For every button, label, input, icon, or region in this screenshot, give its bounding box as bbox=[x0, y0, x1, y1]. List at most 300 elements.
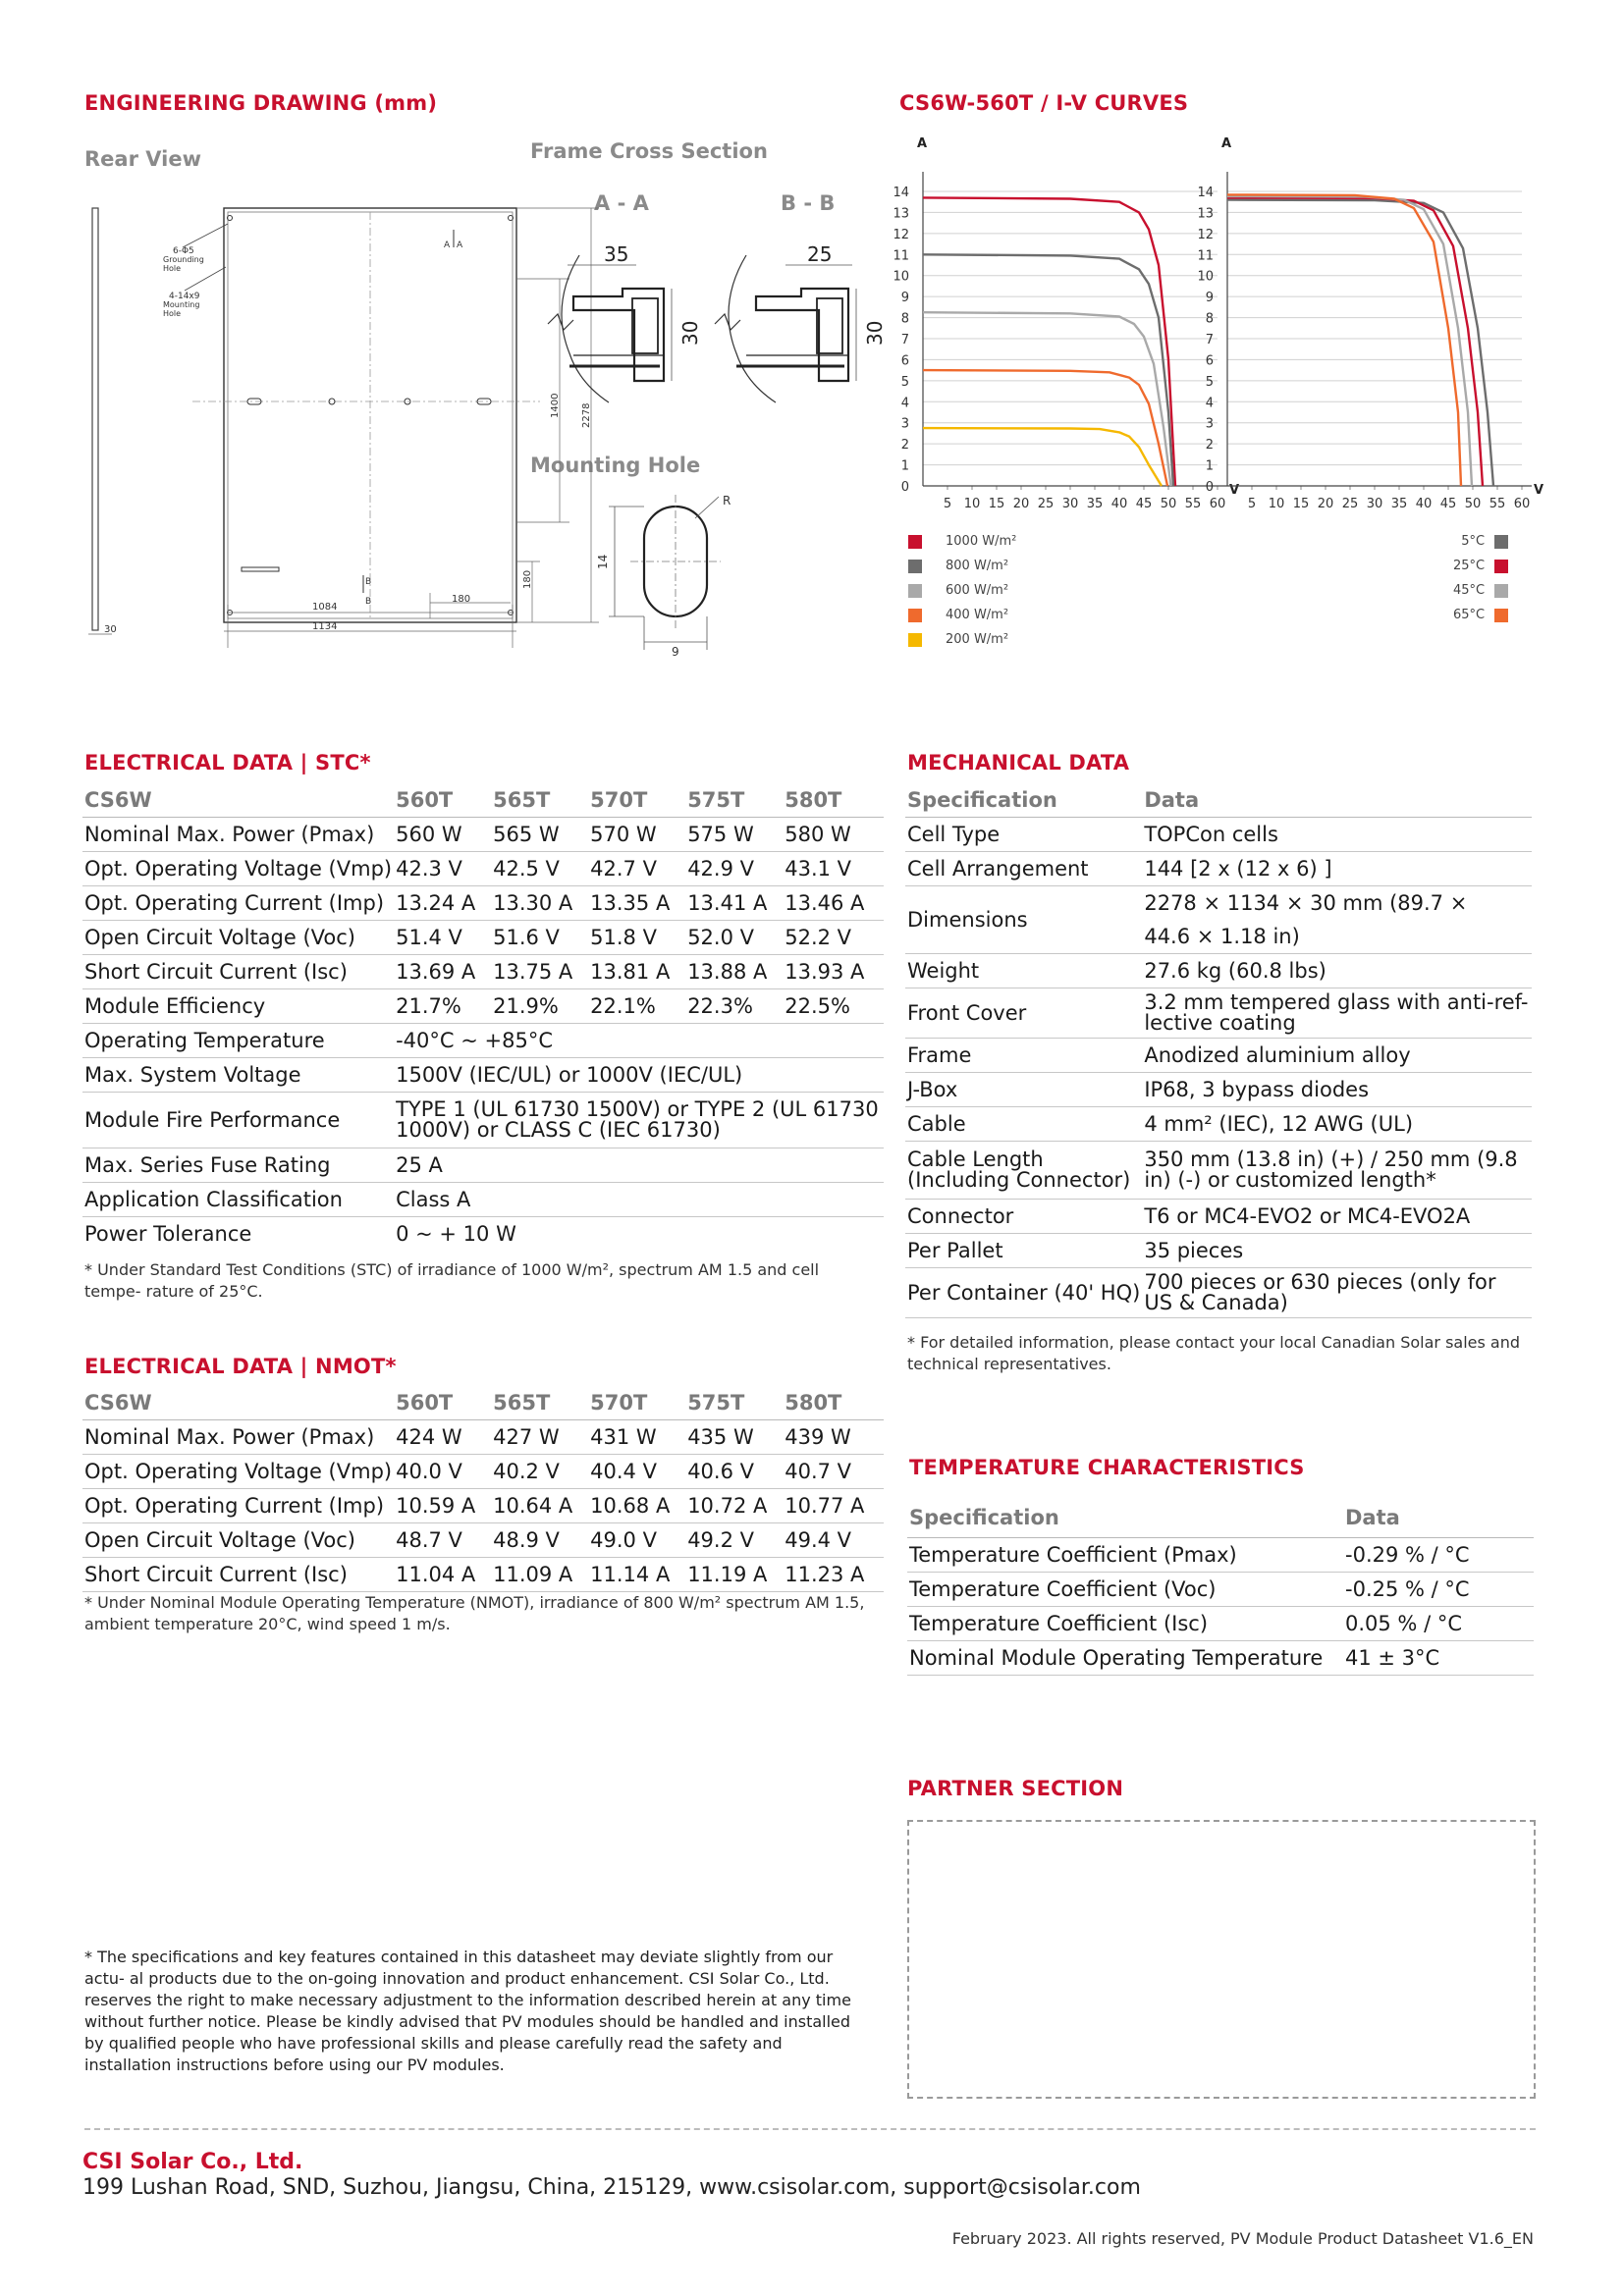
cell: TYPE 1 (UL 61730 1500V) or TYPE 2 (UL 61730 1000V) or CLASS C (IEC 61730) bbox=[394, 1093, 884, 1148]
legend-swatch bbox=[908, 633, 922, 647]
iv-legend-right bbox=[1453, 529, 1508, 627]
cell: 42.9 V bbox=[685, 852, 783, 886]
row-label: Front Cover bbox=[905, 988, 1142, 1039]
col-header: Specification bbox=[907, 1498, 1343, 1538]
mech-title: MECHANICAL DATA bbox=[907, 751, 1130, 774]
cell: 51.8 V bbox=[588, 921, 685, 955]
legend-swatch bbox=[1494, 584, 1508, 598]
col-header: 565T bbox=[491, 783, 588, 818]
cell: 21.9% bbox=[491, 989, 588, 1024]
row-label: Nominal Max. Power (Pmax) bbox=[82, 818, 394, 852]
row-label: J-Box bbox=[905, 1073, 1142, 1107]
row-label: Connector bbox=[905, 1200, 1142, 1234]
row-label: Temperature Coefficient (Voc) bbox=[907, 1573, 1343, 1607]
series-line bbox=[1227, 200, 1493, 486]
table-row bbox=[82, 921, 884, 955]
cell: 575 W bbox=[685, 818, 783, 852]
section-bb-label: B - B bbox=[781, 191, 836, 215]
cell: 27.6 kg (60.8 lbs) bbox=[1142, 954, 1532, 988]
y-tick-label: 8 bbox=[1205, 311, 1214, 327]
table-row bbox=[905, 1142, 1532, 1200]
row-label: Temperature Coefficient (Pmax) bbox=[907, 1538, 1343, 1573]
row-label: Cell Arrangement bbox=[905, 852, 1142, 886]
table-row bbox=[905, 818, 1532, 852]
cell: 431 W bbox=[588, 1420, 685, 1455]
x-tick-label: 40 bbox=[1415, 497, 1433, 511]
x-tick-label: 15 bbox=[1292, 497, 1310, 511]
cell: 40.6 V bbox=[685, 1455, 783, 1489]
elec-stc-title: ELECTRICAL DATA | STC* bbox=[84, 751, 371, 774]
cell: 13.75 A bbox=[491, 955, 588, 989]
cell: 10.68 A bbox=[588, 1489, 685, 1523]
dim-1400: 1400 bbox=[550, 393, 561, 418]
cell: 435 W bbox=[685, 1420, 783, 1455]
cell: IP68, 3 bypass diodes bbox=[1142, 1073, 1532, 1107]
partner-title: PARTNER SECTION bbox=[907, 1777, 1124, 1800]
cell: 49.0 V bbox=[588, 1523, 685, 1558]
row-label: Module Efficiency bbox=[82, 989, 394, 1024]
cell: 0 ~ + 10 W bbox=[396, 1221, 516, 1246]
mech-footnote: * For detailed information, please contact your local Canadian Solar sales and technical representatives. bbox=[907, 1333, 1521, 1373]
legend-label: 1000 W/m² bbox=[946, 534, 1017, 549]
table-header-row bbox=[907, 1498, 1534, 1538]
x-tick-label: 55 bbox=[1184, 497, 1202, 511]
cell: 25 A bbox=[394, 1148, 884, 1183]
cell: T6 or MC4-EVO2 or MC4-EVO2A bbox=[1142, 1200, 1532, 1234]
legend-label: 800 W/m² bbox=[946, 559, 1009, 573]
table-row bbox=[82, 818, 884, 852]
y-tick-label: 13 bbox=[1197, 206, 1214, 222]
table-row bbox=[82, 1420, 884, 1455]
cell: 51.6 V bbox=[491, 921, 588, 955]
x-tick-label: 50 bbox=[1160, 497, 1177, 511]
section-b-mark: B bbox=[365, 577, 372, 587]
y-tick-label: 5 bbox=[1205, 374, 1214, 390]
y-tick-label: 4 bbox=[1205, 396, 1214, 411]
row-label: Short Circuit Current (Isc) bbox=[82, 955, 394, 989]
mech-table bbox=[905, 783, 1532, 1318]
section-a-mark-2: A bbox=[457, 240, 463, 250]
table-row bbox=[82, 1148, 884, 1183]
cell: 22.5% bbox=[783, 989, 884, 1024]
aa-dim-30: 30 bbox=[678, 320, 702, 346]
table-row bbox=[905, 1200, 1532, 1234]
legend-swatch bbox=[1494, 560, 1508, 573]
row-label: Cable bbox=[905, 1107, 1142, 1142]
x-axis-unit: V bbox=[1229, 483, 1240, 498]
disclaimer: * The specifications and key features contained in this datasheet may deviate slightly from our actu- al products due to the on-going innovation and product enhancement. CSI Solar Co., Ltd. reserves the right to make necessary adjustment to the information described herein at any time without further notice. Please be kindly advised that PV modules should be handled and installed by qualified people who have professional skills and please carefully read the safety and installation instructions before using our PV modules. bbox=[84, 1948, 851, 2074]
row-label: Module Fire Performance bbox=[82, 1093, 394, 1148]
y-tick-label: 13 bbox=[893, 206, 909, 222]
legend-swatch bbox=[908, 535, 922, 549]
x-tick-label: 25 bbox=[1341, 497, 1359, 511]
cell: 13.24 A bbox=[394, 886, 491, 921]
x-tick-label: 45 bbox=[1439, 497, 1457, 511]
row-label: Short Circuit Current (Isc) bbox=[82, 1558, 394, 1592]
col-header: 565T bbox=[491, 1386, 588, 1420]
y-tick-label: 10 bbox=[1197, 269, 1214, 285]
table-row bbox=[905, 1107, 1532, 1142]
series-line bbox=[1227, 196, 1472, 486]
row-label: Operating Temperature bbox=[82, 1024, 394, 1058]
col-header: 575T bbox=[685, 783, 783, 818]
row-label: Nominal Module Operating Temperature bbox=[907, 1641, 1343, 1676]
x-tick-label: 60 bbox=[1209, 497, 1226, 511]
cell: 10.64 A bbox=[491, 1489, 588, 1523]
legend-swatch bbox=[1494, 535, 1508, 549]
x-tick-label: 45 bbox=[1135, 497, 1153, 511]
grounding-dim: 6-Φ5 bbox=[173, 246, 194, 256]
footer-company: CSI Solar Co., Ltd. bbox=[82, 2150, 303, 2174]
table-row bbox=[905, 852, 1532, 886]
col-header: 570T bbox=[588, 1386, 685, 1420]
cell: 52.2 V bbox=[783, 921, 884, 955]
legend-swatch bbox=[908, 609, 922, 622]
legend-item-45c bbox=[1453, 578, 1508, 603]
y-tick-label: 11 bbox=[893, 248, 909, 264]
table-row bbox=[82, 1217, 884, 1252]
row-label: Temperature Coefficient (Isc) bbox=[907, 1607, 1343, 1641]
row-label: Opt. Operating Current (Imp) bbox=[82, 1489, 394, 1523]
y-axis-unit: A bbox=[1221, 136, 1232, 151]
iv-curves-chart bbox=[884, 128, 1551, 520]
row-label: Weight bbox=[905, 954, 1142, 988]
elec-nmot-table bbox=[82, 1386, 884, 1592]
col-header: 560T bbox=[394, 1386, 491, 1420]
y-tick-label: 2 bbox=[1205, 438, 1214, 454]
table-row bbox=[82, 989, 884, 1024]
cell: 13.41 A bbox=[685, 886, 783, 921]
cell: 2278 × 1134 × 30 mm (89.7 × 44.6 × 1.18 in) bbox=[1142, 886, 1532, 954]
footer-copyright: February 2023. All rights reserved, PV Module Product Datasheet V1.6_EN bbox=[951, 2229, 1534, 2248]
mounting-hole-label: Mounting Hole bbox=[530, 454, 701, 477]
col-header: 575T bbox=[685, 1386, 783, 1420]
x-tick-label: 35 bbox=[1086, 497, 1104, 511]
cell: 11.14 A bbox=[588, 1558, 685, 1592]
table-row bbox=[907, 1573, 1534, 1607]
cell: 49.2 V bbox=[685, 1523, 783, 1558]
cell: TOPCon cells bbox=[1142, 818, 1532, 852]
y-tick-label: 14 bbox=[893, 186, 909, 200]
cell: 700 pieces or 630 pieces (only for US & Canada) bbox=[1142, 1268, 1532, 1318]
footer-divider bbox=[84, 2128, 1536, 2130]
table-row bbox=[905, 988, 1532, 1039]
rear-view-label: Rear View bbox=[84, 147, 201, 171]
y-tick-label: 3 bbox=[900, 416, 909, 432]
legend-label: 45°C bbox=[1453, 583, 1486, 598]
rear-view-drawing bbox=[79, 196, 592, 648]
dim-2278: 2278 bbox=[581, 402, 592, 428]
table-row bbox=[82, 1183, 884, 1217]
mounting-dim-2: Mounting bbox=[163, 300, 200, 309]
cell: 49.4 V bbox=[783, 1523, 884, 1558]
cell: 13.93 A bbox=[783, 955, 884, 989]
cell: 40.4 V bbox=[588, 1455, 685, 1489]
cell: 11.19 A bbox=[685, 1558, 783, 1592]
x-tick-label: 5 bbox=[1247, 497, 1257, 511]
table-row bbox=[905, 954, 1532, 988]
table-row bbox=[905, 886, 1532, 954]
cell: 439 W bbox=[783, 1420, 884, 1455]
series-line bbox=[1227, 194, 1461, 486]
cell: 52.0 V bbox=[685, 921, 783, 955]
x-tick-label: 50 bbox=[1464, 497, 1482, 511]
temp-title: TEMPERATURE CHARACTERISTICS bbox=[909, 1456, 1305, 1479]
y-tick-label: 2 bbox=[900, 438, 909, 454]
x-tick-label: 10 bbox=[963, 497, 981, 511]
row-label: Per Pallet bbox=[905, 1234, 1142, 1268]
grounding-dim-3: Hole bbox=[163, 264, 182, 273]
table-row bbox=[905, 1073, 1532, 1107]
cell: 51.4 V bbox=[394, 921, 491, 955]
x-tick-label: 20 bbox=[1317, 497, 1334, 511]
table-row bbox=[82, 1523, 884, 1558]
bb-dim-30: 30 bbox=[863, 320, 887, 346]
bb-dim-25: 25 bbox=[807, 242, 833, 266]
cell: 41 ± 3°C bbox=[1343, 1641, 1534, 1676]
legend-item-5c bbox=[1453, 529, 1508, 554]
cell: Anodized aluminium alloy bbox=[1142, 1039, 1532, 1073]
cell: 560 W bbox=[394, 818, 491, 852]
y-tick-label: 10 bbox=[893, 269, 909, 285]
series-line bbox=[1227, 197, 1483, 486]
iv-curves-title: CS6W-560T / I-V CURVES bbox=[899, 91, 1189, 115]
cell: 10.77 A bbox=[783, 1489, 884, 1523]
legend-label: 25°C bbox=[1453, 559, 1486, 573]
cell: 11.09 A bbox=[491, 1558, 588, 1592]
table-row bbox=[82, 1058, 884, 1093]
cell: 3.2 mm tempered glass with anti-ref- lective coating bbox=[1142, 988, 1532, 1039]
x-tick-label: 40 bbox=[1110, 497, 1128, 511]
cell: -40°C ~ +85°C bbox=[394, 1024, 884, 1058]
y-tick-label: 4 bbox=[900, 396, 909, 411]
section-aa-label: A - A bbox=[594, 191, 649, 215]
y-tick-label: 5 bbox=[900, 374, 909, 390]
row-label: Power Tolerance bbox=[84, 1221, 252, 1246]
y-tick-label: 1 bbox=[1205, 458, 1214, 474]
dim-30: 30 bbox=[104, 624, 117, 635]
mounting-dim-3: Hole bbox=[163, 309, 182, 318]
legend-item-800 bbox=[908, 554, 1016, 578]
legend-item-600 bbox=[908, 578, 1016, 603]
table-header-row bbox=[82, 783, 884, 818]
cell: 565 W bbox=[491, 818, 588, 852]
cell: 424 W bbox=[394, 1420, 491, 1455]
y-tick-label: 6 bbox=[900, 353, 909, 369]
dim-1084: 1084 bbox=[312, 602, 338, 613]
row-label: Cell Type bbox=[905, 818, 1142, 852]
legend-label: 600 W/m² bbox=[946, 583, 1009, 598]
cell: 22.3% bbox=[685, 989, 783, 1024]
cell: 11.04 A bbox=[394, 1558, 491, 1592]
stc-footnote: * Under Standard Test Conditions (STC) of irradiance of 1000 W/m², spectrum AM 1.5 and cell tempe- rature of 25°C. bbox=[84, 1260, 820, 1301]
table-row bbox=[82, 955, 884, 989]
mh-dim-r: R bbox=[723, 494, 731, 507]
col-header: Data bbox=[1142, 783, 1532, 818]
row-label: Frame bbox=[905, 1039, 1142, 1073]
table-row bbox=[907, 1641, 1534, 1676]
cell: 4 mm² (IEC), 12 AWG (UL) bbox=[1142, 1107, 1532, 1142]
row-label: Opt. Operating Voltage (Vmp) bbox=[82, 852, 394, 886]
table-row bbox=[82, 1558, 884, 1592]
table-row bbox=[82, 1093, 884, 1148]
cell: 22.1% bbox=[588, 989, 685, 1024]
cell: 40.0 V bbox=[394, 1455, 491, 1489]
section-b-mark-2: B bbox=[365, 597, 372, 607]
cell: 13.81 A bbox=[588, 955, 685, 989]
dim-1134: 1134 bbox=[312, 621, 338, 632]
cell: 42.5 V bbox=[491, 852, 588, 886]
row-label: Cable Length (Including Connector) bbox=[905, 1142, 1142, 1200]
cell: 0.05 % / °C bbox=[1343, 1607, 1534, 1641]
row-label: Open Circuit Voltage (Voc) bbox=[82, 921, 394, 955]
legend-label: 65°C bbox=[1453, 608, 1486, 622]
elec-nmot-title: ELECTRICAL DATA | NMOT* bbox=[84, 1355, 397, 1378]
row-label: Application Classification bbox=[82, 1183, 394, 1217]
x-tick-label: 30 bbox=[1061, 497, 1079, 511]
iv-legend-left bbox=[908, 529, 1016, 652]
series-line bbox=[923, 197, 1175, 486]
cell: 40.7 V bbox=[783, 1455, 884, 1489]
x-tick-label: 30 bbox=[1366, 497, 1383, 511]
row-label: Per Container (40' HQ) bbox=[905, 1268, 1142, 1318]
table-row bbox=[82, 1455, 884, 1489]
elec-stc-table bbox=[82, 783, 884, 1251]
col-header: Data bbox=[1343, 1498, 1534, 1538]
legend-label: 400 W/m² bbox=[946, 608, 1009, 622]
row-label: Dimensions bbox=[905, 886, 1142, 954]
legend-item-200 bbox=[908, 627, 1016, 652]
mounting-dim: 4-14x9 bbox=[169, 292, 200, 301]
row-label: Max. Series Fuse Rating bbox=[82, 1148, 394, 1183]
y-tick-label: 14 bbox=[1197, 186, 1214, 200]
x-tick-label: 25 bbox=[1037, 497, 1055, 511]
legend-swatch bbox=[908, 560, 922, 573]
col-header: CS6W bbox=[82, 783, 394, 818]
mh-dim-9: 9 bbox=[672, 645, 679, 659]
table-row bbox=[82, 886, 884, 921]
table-row bbox=[82, 852, 884, 886]
dim-180-horizontal: 180 bbox=[452, 594, 471, 605]
partner-box bbox=[907, 1820, 1536, 2099]
x-tick-label: 60 bbox=[1513, 497, 1531, 511]
cell: 13.35 A bbox=[588, 886, 685, 921]
cell: -0.29 % / °C bbox=[1343, 1538, 1534, 1573]
y-tick-label: 12 bbox=[1197, 227, 1214, 242]
y-tick-label: 3 bbox=[1205, 416, 1214, 432]
table-row bbox=[82, 1489, 884, 1523]
cell: 427 W bbox=[491, 1420, 588, 1455]
legend-item-65c bbox=[1453, 603, 1508, 627]
cell: 11.23 A bbox=[783, 1558, 884, 1592]
table-row bbox=[82, 1024, 884, 1058]
legend-label: 5°C bbox=[1461, 534, 1486, 549]
row-label: Nominal Max. Power (Pmax) bbox=[82, 1420, 394, 1455]
x-tick-label: 55 bbox=[1489, 497, 1506, 511]
cell: 13.88 A bbox=[685, 955, 783, 989]
cell: 580 W bbox=[783, 818, 884, 852]
x-tick-label: 10 bbox=[1268, 497, 1285, 511]
table-row bbox=[907, 1538, 1534, 1573]
dim-180-vertical: 180 bbox=[522, 569, 533, 589]
footer-address: 199 Lushan Road, SND, Suzhou, Jiangsu, China, 215129, www.csisolar.com, support@csisolar.com bbox=[82, 2175, 1141, 2200]
series-line bbox=[923, 428, 1162, 486]
x-tick-label: 5 bbox=[943, 497, 952, 511]
col-header: CS6W bbox=[82, 1386, 394, 1420]
col-header: 580T bbox=[783, 783, 884, 818]
cell: 144 [2 x (12 x 6) ] bbox=[1142, 852, 1532, 886]
cell: 13.46 A bbox=[783, 886, 884, 921]
cell: 570 W bbox=[588, 818, 685, 852]
cell: 48.9 V bbox=[491, 1523, 588, 1558]
y-tick-label: 7 bbox=[900, 333, 909, 347]
legend-swatch bbox=[908, 584, 922, 598]
col-header: Specification bbox=[905, 783, 1142, 818]
legend-item-1000 bbox=[908, 529, 1016, 554]
legend-swatch bbox=[1494, 609, 1508, 622]
y-tick-label: 9 bbox=[900, 291, 909, 306]
cell: 40.2 V bbox=[491, 1455, 588, 1489]
table-header-row bbox=[905, 783, 1532, 818]
row-label: Opt. Operating Current (Imp) bbox=[82, 886, 394, 921]
y-tick-label: 12 bbox=[893, 227, 909, 242]
y-tick-label: 6 bbox=[1205, 353, 1214, 369]
y-tick-label: 8 bbox=[900, 311, 909, 327]
y-tick-label: 1 bbox=[900, 458, 909, 474]
table-row bbox=[905, 1039, 1532, 1073]
col-header: 560T bbox=[394, 783, 491, 818]
aa-dim-35: 35 bbox=[604, 242, 629, 266]
col-header: 570T bbox=[588, 783, 685, 818]
section-a-mark: A bbox=[444, 240, 451, 250]
cell: 42.3 V bbox=[394, 852, 491, 886]
cell: 21.7% bbox=[394, 989, 491, 1024]
mh-dim-14: 14 bbox=[596, 554, 610, 569]
cell: 1500V (IEC/UL) or 1000V (IEC/UL) bbox=[394, 1058, 884, 1093]
y-axis-unit: A bbox=[917, 136, 928, 151]
y-tick-label: 11 bbox=[1197, 248, 1214, 264]
y-tick-label: 0 bbox=[900, 480, 909, 495]
x-axis-unit: V bbox=[1534, 483, 1544, 498]
frame-cross-section-label: Frame Cross Section bbox=[530, 139, 768, 163]
y-tick-label: 9 bbox=[1205, 291, 1214, 306]
cell: 350 mm (13.8 in) (+) / 250 mm (9.8 in) (-) or customized length* bbox=[1142, 1142, 1532, 1200]
cell: -0.25 % / °C bbox=[1343, 1573, 1534, 1607]
engineering-drawing-title: ENGINEERING DRAWING (mm) bbox=[84, 91, 438, 115]
table-row bbox=[907, 1607, 1534, 1641]
section-aa-drawing bbox=[540, 236, 717, 432]
y-tick-label: 0 bbox=[1205, 480, 1214, 495]
cell: 42.7 V bbox=[588, 852, 685, 886]
col-header: 580T bbox=[783, 1386, 884, 1420]
row-label: Opt. Operating Voltage (Vmp) bbox=[82, 1455, 394, 1489]
table-row bbox=[905, 1268, 1532, 1318]
y-tick-label: 7 bbox=[1205, 333, 1214, 347]
row-label: Max. System Voltage bbox=[82, 1058, 394, 1093]
temp-table bbox=[907, 1498, 1534, 1676]
cell: 48.7 V bbox=[394, 1523, 491, 1558]
legend-item-25c bbox=[1453, 554, 1508, 578]
row-label: Open Circuit Voltage (Voc) bbox=[82, 1523, 394, 1558]
table-header-row bbox=[82, 1386, 884, 1420]
cell: 35 pieces bbox=[1142, 1234, 1532, 1268]
cell: 10.59 A bbox=[394, 1489, 491, 1523]
x-tick-label: 20 bbox=[1012, 497, 1030, 511]
cell: 13.69 A bbox=[394, 955, 491, 989]
x-tick-label: 15 bbox=[988, 497, 1005, 511]
cell: 10.72 A bbox=[685, 1489, 783, 1523]
cell: 43.1 V bbox=[783, 852, 884, 886]
